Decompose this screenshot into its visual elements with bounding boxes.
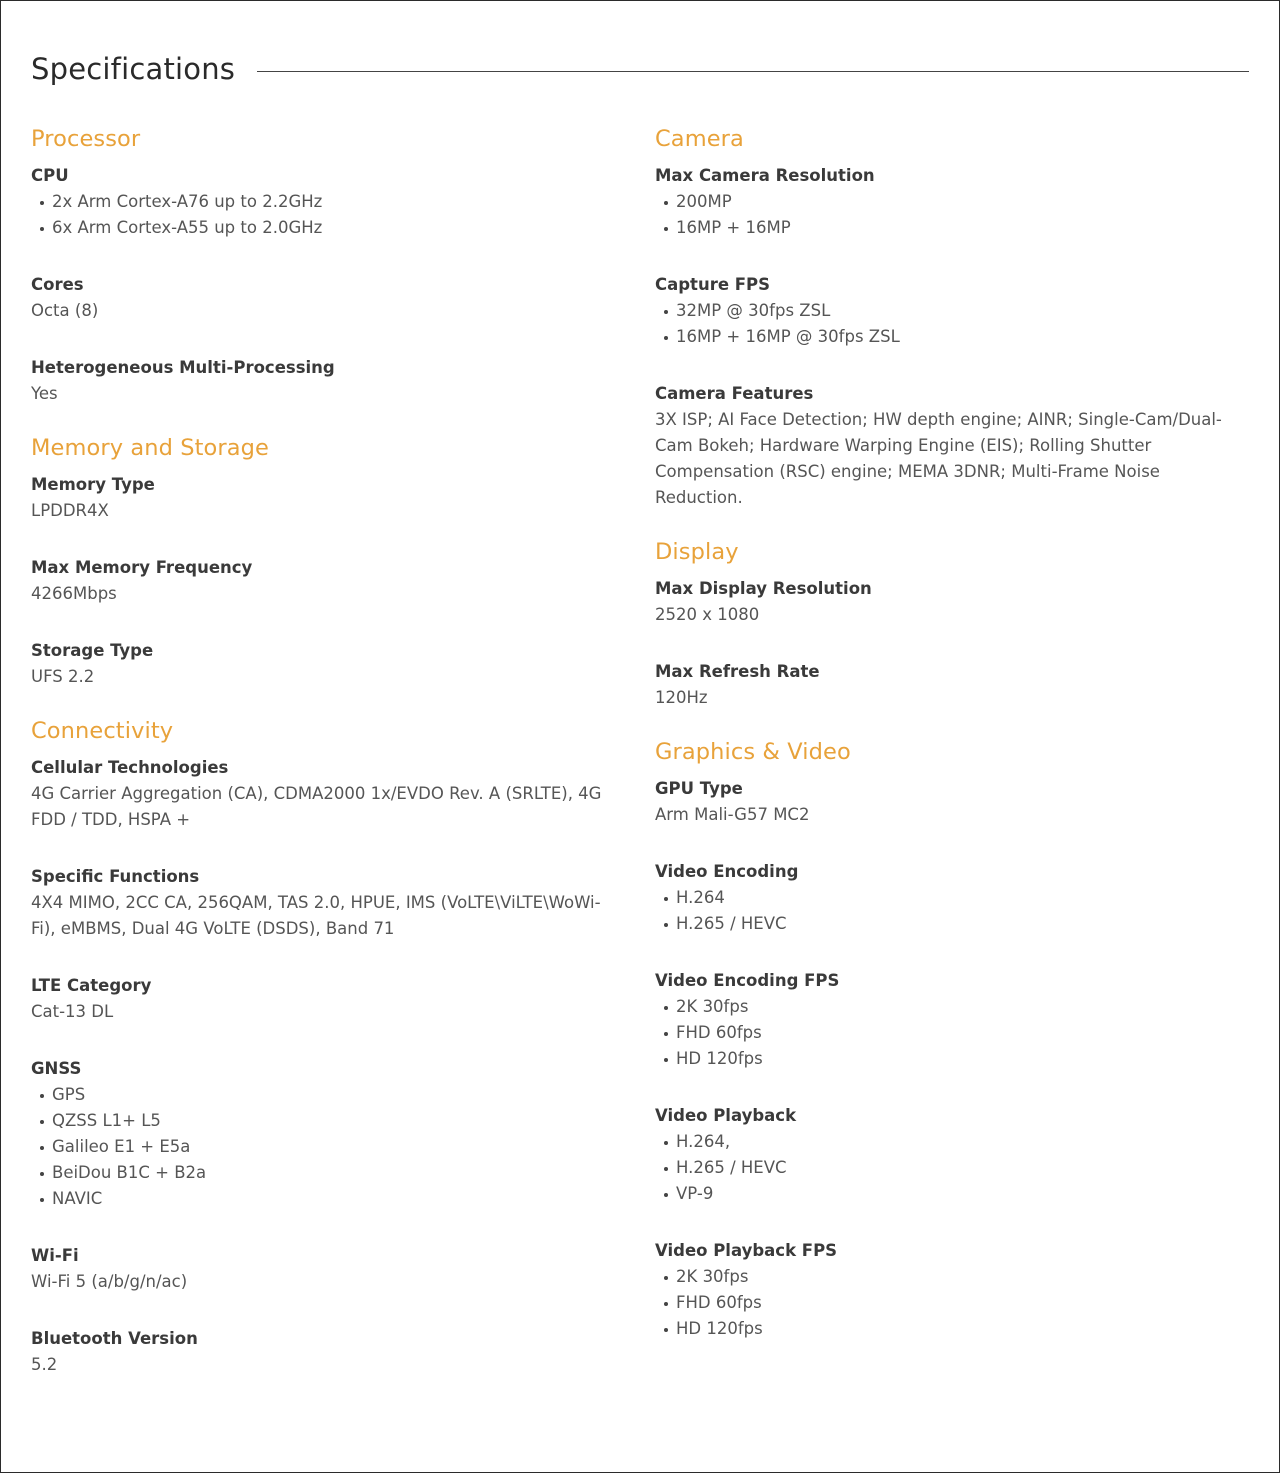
spec-label: Max Refresh Rate xyxy=(655,662,820,681)
list-item: NAVIC xyxy=(31,1186,616,1212)
spec-label: Video Playback FPS xyxy=(655,1241,838,1260)
spec-label: Max Camera Resolution xyxy=(655,166,875,185)
spec-label: Specific Functions xyxy=(31,867,200,886)
list-item: HD 120fps xyxy=(655,1046,1240,1072)
spec-value: Octa (8) xyxy=(31,301,99,320)
spec-bluetooth xyxy=(31,1326,616,1378)
spec-hmp xyxy=(31,355,616,407)
spec-value: 120Hz xyxy=(655,688,708,707)
list-item: 2x Arm Cortex-A76 up to 2.2GHz xyxy=(31,189,616,215)
spec-value: LPDDR4X xyxy=(31,501,109,520)
list-item: GPS xyxy=(31,1082,616,1108)
spec-value: UFS 2.2 xyxy=(31,667,95,686)
list-item: BeiDou B1C + B2a xyxy=(31,1160,616,1186)
spec-label: Storage Type xyxy=(31,641,154,660)
list-item: VP-9 xyxy=(655,1181,1240,1207)
spec-label: Camera Features xyxy=(655,384,814,403)
spec-label: Capture FPS xyxy=(655,275,771,294)
spec-label: Video Playback xyxy=(655,1106,797,1125)
spec-label: Heterogeneous Multi-Processing xyxy=(31,358,335,377)
spec-video-playback-fps xyxy=(655,1238,1240,1342)
spec-value: 4G Carrier Aggregation (CA), CDMA2000 1x/EVDO Rev. A (SRLTE), 4G FDD / TDD, HSPA + xyxy=(31,784,602,829)
spec-display-resolution xyxy=(655,576,1240,628)
spec-value: 2520 x 1080 xyxy=(655,605,760,624)
spec-list xyxy=(655,1129,1240,1207)
spec-label: Wi-Fi xyxy=(31,1246,79,1265)
spec-list xyxy=(655,298,1240,350)
spec-list xyxy=(655,189,1240,241)
section-memory-storage xyxy=(31,433,616,690)
list-item: H.264 xyxy=(655,885,1240,911)
list-item: H.264, xyxy=(655,1129,1240,1155)
list-item: H.265 / HEVC xyxy=(655,911,1240,937)
spec-label: CPU xyxy=(31,166,69,185)
section-title-camera: Camera xyxy=(655,126,744,152)
spec-list xyxy=(31,189,616,241)
spec-cpu xyxy=(31,163,616,241)
spec-list xyxy=(31,1082,616,1212)
list-item: 16MP + 16MP xyxy=(655,215,1240,241)
spec-value: 4266Mbps xyxy=(31,584,117,603)
spec-label: Video Encoding FPS xyxy=(655,971,840,990)
list-item: 200MP xyxy=(655,189,1240,215)
spec-value: 5.2 xyxy=(31,1355,58,1374)
section-camera xyxy=(655,124,1240,511)
spec-label: Max Display Resolution xyxy=(655,579,872,598)
spec-memory-type xyxy=(31,472,616,524)
spec-list xyxy=(655,1264,1240,1342)
page-title: Specifications xyxy=(31,52,236,86)
section-connectivity xyxy=(31,716,616,1378)
right-column xyxy=(655,124,1240,1368)
spec-label: Cellular Technologies xyxy=(31,758,229,777)
left-column xyxy=(31,124,616,1404)
spec-label: Video Encoding xyxy=(655,862,799,881)
spec-list xyxy=(655,994,1240,1072)
spec-label: GNSS xyxy=(31,1059,82,1078)
spec-functions xyxy=(31,864,616,942)
spec-label: Bluetooth Version xyxy=(31,1329,198,1348)
spec-gpu-type xyxy=(655,776,1240,828)
spec-memory-frequency xyxy=(31,555,616,607)
spec-value: Yes xyxy=(31,384,58,403)
header-divider xyxy=(257,71,1249,72)
list-item: 2K 30fps xyxy=(655,1264,1240,1290)
section-graphics-video xyxy=(655,737,1240,1342)
spec-camera-resolution xyxy=(655,163,1240,241)
spec-storage-type xyxy=(31,638,616,690)
spec-value: Cat-13 DL xyxy=(31,1002,114,1021)
list-item: 2K 30fps xyxy=(655,994,1240,1020)
page-header xyxy=(31,52,1249,86)
spec-value: Arm Mali-G57 MC2 xyxy=(655,805,810,824)
spec-label: LTE Category xyxy=(31,976,152,995)
spec-label: Max Memory Frequency xyxy=(31,558,253,577)
list-item: H.265 / HEVC xyxy=(655,1155,1240,1181)
section-title-connectivity: Connectivity xyxy=(31,718,174,744)
list-item: Galileo E1 + E5a xyxy=(31,1134,616,1160)
list-item: FHD 60fps xyxy=(655,1290,1240,1316)
section-title-display: Display xyxy=(655,539,739,565)
list-item: QZSS L1+ L5 xyxy=(31,1108,616,1134)
spec-gnss xyxy=(31,1056,616,1212)
spec-value: 4X4 MIMO, 2CC CA, 256QAM, TAS 2.0, HPUE, IMS (VoLTE\ViLTE\WoWi-Fi), eMBMS, Dual 4G VoLTE (DSDS), Band 71 xyxy=(31,893,601,938)
spec-refresh-rate xyxy=(655,659,1240,711)
spec-lte xyxy=(31,973,616,1025)
list-item: FHD 60fps xyxy=(655,1020,1240,1046)
section-display xyxy=(655,537,1240,711)
section-title-memory-storage: Memory and Storage xyxy=(31,435,269,461)
spec-label: Cores xyxy=(31,275,84,294)
spec-cores xyxy=(31,272,616,324)
spec-wifi xyxy=(31,1243,616,1295)
spec-label: Memory Type xyxy=(31,475,155,494)
spec-list xyxy=(655,885,1240,937)
list-item: HD 120fps xyxy=(655,1316,1240,1342)
spec-value: Wi-Fi 5 (a/b/g/n/ac) xyxy=(31,1272,188,1291)
section-title-processor: Processor xyxy=(31,126,141,152)
list-item: 6x Arm Cortex-A55 up to 2.0GHz xyxy=(31,215,616,241)
section-title-graphics-video: Graphics & Video xyxy=(655,739,851,765)
spec-cellular xyxy=(31,755,616,833)
spec-video-encoding-fps xyxy=(655,968,1240,1072)
spec-label: GPU Type xyxy=(655,779,743,798)
section-processor xyxy=(31,124,616,407)
spec-camera-features xyxy=(655,381,1240,511)
spec-video-playback xyxy=(655,1103,1240,1207)
spec-value: 3X ISP; AI Face Detection; HW depth engine; AINR; Single-Cam/Dual-Cam Bokeh; Hardware Warping Engine (EIS); Rolling Shutter Compensation (RSC) engine; MEMA 3DNR; Multi-Frame Noise Reduction. xyxy=(655,410,1222,507)
list-item: 16MP + 16MP @ 30fps ZSL xyxy=(655,324,1240,350)
spec-video-encoding xyxy=(655,859,1240,937)
list-item: 32MP @ 30fps ZSL xyxy=(655,298,1240,324)
spec-capture-fps xyxy=(655,272,1240,350)
